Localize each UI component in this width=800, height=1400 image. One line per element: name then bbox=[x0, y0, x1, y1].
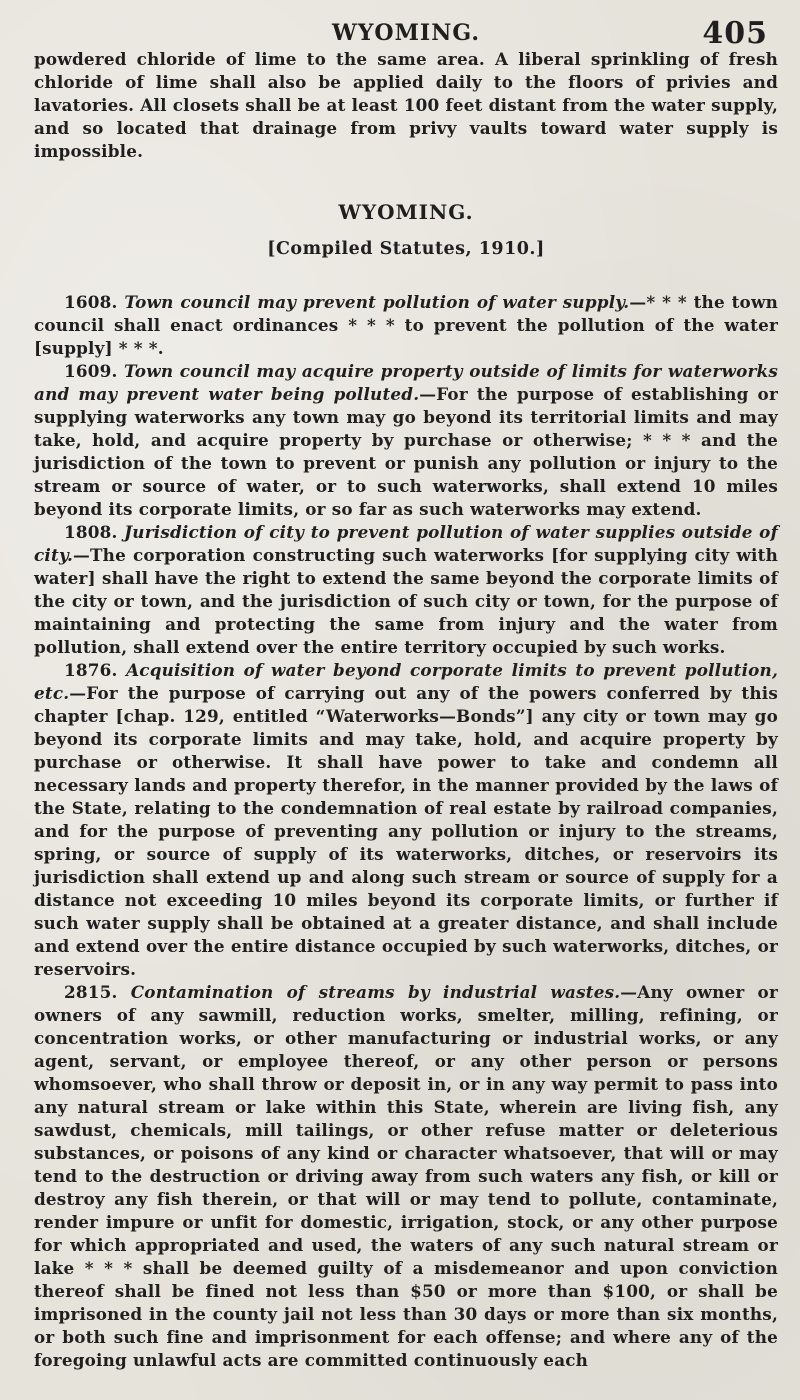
section-1876 bbox=[34, 659, 778, 981]
section-1808 bbox=[34, 521, 778, 659]
section-number: 1876. bbox=[64, 660, 118, 680]
page-number: 405 bbox=[702, 16, 768, 51]
section-text: —For the purpose of establishing or supplying waterworks any town may go beyond its territorial limits and may take, hold, and acquire property by purchase or otherwise; * * * and the jurisdiction of the town to prevent or punish any pollution or injury to the stream or source of water, or to such waterworks, shall extend 10 miles beyond its corporate limits, or so far as such waterworks may extend. bbox=[34, 384, 778, 519]
section-number: 1609. bbox=[64, 361, 118, 381]
section-title: Town council may prevent pollution of water supply. bbox=[124, 292, 630, 312]
section-text: —* * * the town council shall enact ordinances * * * to prevent the pollution of the water [supply] * * *. bbox=[34, 292, 778, 358]
section-title: Jurisdiction of city to prevent pollution of water supplies outside of city. bbox=[34, 522, 778, 565]
section-text: —For the purpose of carrying out any of the powers conferred by this chapter [chap. 129, entitled “Waterworks—Bonds”] any city or town may go beyond its corporate limits and may take, hold, and acquire property by purchase or otherwise. It shall have power to take and condemn all necessary lands and property therefor, in the manner provided by the laws of the State, relating to the condemnation of real estate by railroad companies, and for the purpose of preventing any pollution or injury to the streams, spring, or source of supply of its waterworks, ditches, or reservoirs its jurisdiction shall extend up and along such stream or source of supply for a distance not exceeding 10 miles beyond its corporate limits, or further if such water supply shall be obtained at a greater distance, and shall include and extend over the entire distance occupied by such waterworks, ditches, or reservoirs. bbox=[34, 683, 778, 979]
running-title: WYOMING. bbox=[332, 20, 480, 46]
section-title: Town council may acquire property outside of limits for waterworks and may prevent water being polluted. bbox=[34, 361, 778, 404]
section-title: Acquisition of water beyond corporate limits to prevent pollution, etc. bbox=[34, 660, 778, 703]
section-1608 bbox=[34, 291, 778, 360]
section-number: 1808. bbox=[64, 522, 118, 542]
compiled-statutes-citation: [Compiled Statutes, 1910.] bbox=[267, 239, 545, 259]
state-heading: WYOMING. bbox=[338, 200, 474, 224]
running-header bbox=[34, 14, 778, 51]
page-body bbox=[34, 48, 778, 1372]
section-number: 1608. bbox=[64, 292, 118, 312]
section-1609 bbox=[34, 360, 778, 521]
section-title: Contamination of streams by industrial wastes. bbox=[130, 982, 621, 1002]
section-text: —Any owner or owners of any sawmill, reduction works, smelter, milling, refining, or concentration works, or other manufacturing or industrial works, or any agent, servant, or employee thereof, or any other person or persons whomsoever, who shall throw or deposit in, or in any way permit to pass into any natural stream or lake within this State, wherein are living fish, any sawdust, chemicals, mill tailings, or other refuse matter or deleterious substances, or poisons of any kind or character whatsoever, that will or may tend to the destruction or driving away from such waters any fish, or kill or destroy any fish therein, or that will or may tend to pollute, contaminate, render impure or unfit for domestic, irrigation, stock, or any other purpose for which appropriated and used, the waters of any such natural stream or lake * * * shall be deemed guilty of a misdemeanor and upon conviction thereof shall be fined not less than $50 or more than $100, or shall be imprisoned in the county jail not less than 30 days or more than six months, or both such fine and imprisonment for each offense; and where any of the foregoing unlawful acts are committed continuously each bbox=[34, 982, 778, 1370]
section-text: —The corporation constructing such waterworks [for supplying city with water] shall have the right to extend the same beyond the corporate limits of the city or town, and the jurisdiction of such city or town, for the purpose of maintaining and protecting the same from injury and the water from pollution, shall extend over the entire territory occupied by such works. bbox=[34, 545, 778, 657]
section-number: 2815. bbox=[64, 982, 118, 1002]
section-2815 bbox=[34, 981, 778, 1372]
continued-paragraph: powdered chloride of lime to the same area. A liberal sprinkling of fresh chloride of lime shall also be applied daily to the floors of privies and lavatories. All closets shall be at least 100 feet distant from the water supply, and so located that drainage from privy vaults toward water supply is impossible. bbox=[34, 49, 778, 161]
